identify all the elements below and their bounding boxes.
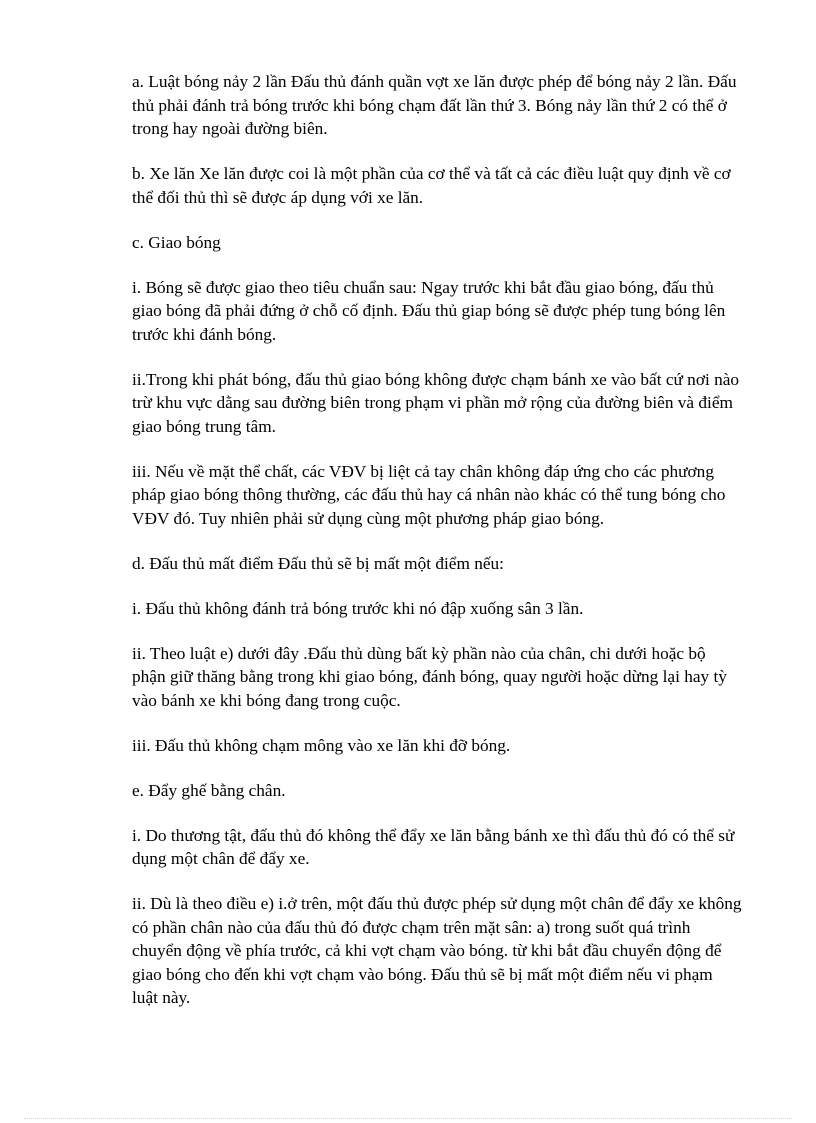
heading-rule-d: d. Đấu thủ mất điểm Đấu thủ sẽ bị mất một điểm nếu: xyxy=(132,553,504,573)
paragraph-rule-e-i: i. Do thương tật, đấu thủ đó không thể đẩy xe lăn bằng bánh xe thì đấu thủ đó có thể sử dụng một chân để đẩy xe. xyxy=(132,825,735,868)
document-body xyxy=(132,70,742,1031)
heading-rule-c: c. Giao bóng xyxy=(132,232,221,252)
paragraph-rule-d-iii: iii. Đấu thủ không chạm mông vào xe lăn khi đỡ bóng. xyxy=(132,735,511,755)
paragraph-rule-e-ii: ii. Dù là theo điều e) i.ở trên, một đấu thủ được phép sử dụng một chân để đẩy xe không có phần chân nào của đấu thủ đó được chạm trên mặt sân: a) trong suốt quá trình chuyển động về phía trước, cả khi vợt chạm vào bóng. từ khi bắt đầu chuyển động để giao bóng cho đến khi vợt chạm vào bóng. Đấu thủ sẽ bị mất một điểm nếu vi phạm luật này. xyxy=(132,894,742,1007)
paragraph-rule-d-i: i. Đấu thủ không đánh trả bóng trước khi nó đập xuống sân 3 lần. xyxy=(132,598,584,618)
paragraph-rule-a: a. Luật bóng nảy 2 lần Đấu thủ đánh quần vợt xe lăn được phép để bóng nảy 2 lần. Đấu thủ phải đánh trả bóng trước khi bóng chạm đất lần thứ 3. Bóng nảy lần thứ 2 có thể ở trong hay ngoài đường biên. xyxy=(132,72,737,138)
paragraph-rule-c-ii: ii.Trong khi phát bóng, đấu thủ giao bóng không được chạm bánh xe vào bất cứ nơi nào trừ khu vực dằng sau đường biên trong phạm vi phần mở rộng của đường biên và điểm giao bóng trung tâm. xyxy=(132,369,740,436)
page-bottom-divider xyxy=(24,1118,792,1119)
paragraph-rule-d-ii: ii. Theo luật e) dưới đây .Đấu thủ dùng bất kỳ phần nào của chân, chi dưới hoặc bộ phận giữ thăng bằng trong khi giao bóng, đánh bóng, quay người hoặc dừng lại hay tỳ vào bánh xe khi bóng đang trong cuộc. xyxy=(132,643,727,710)
paragraph-rule-b: b. Xe lăn Xe lăn được coi là một phần của cơ thể và tất cả các điều luật quy định về cơ thể đối thủ thì sẽ được áp dụng với xe lăn. xyxy=(132,164,731,207)
paragraph-rule-c-iii: iii. Nếu về mặt thể chất, các VĐV bị liệt cả tay chân không đáp ứng cho các phương pháp giao bóng thông thường, các đấu thủ hay cá nhân nào khác có thể tung bóng cho VĐV đó. Tuy nhiên phải sử dụng cùng một phương pháp giao bóng. xyxy=(132,461,726,528)
heading-rule-e: e. Đẩy ghế bằng chân. xyxy=(132,780,286,800)
paragraph-rule-c-i: i. Bóng sẽ được giao theo tiêu chuẩn sau: Ngay trước khi bắt đầu giao bóng, đấu thủ giao bóng đã phải đứng ở chỗ cố định. Đấu thủ giap bóng sẽ được phép tung bóng lên trước khi đánh bóng. xyxy=(132,277,726,344)
